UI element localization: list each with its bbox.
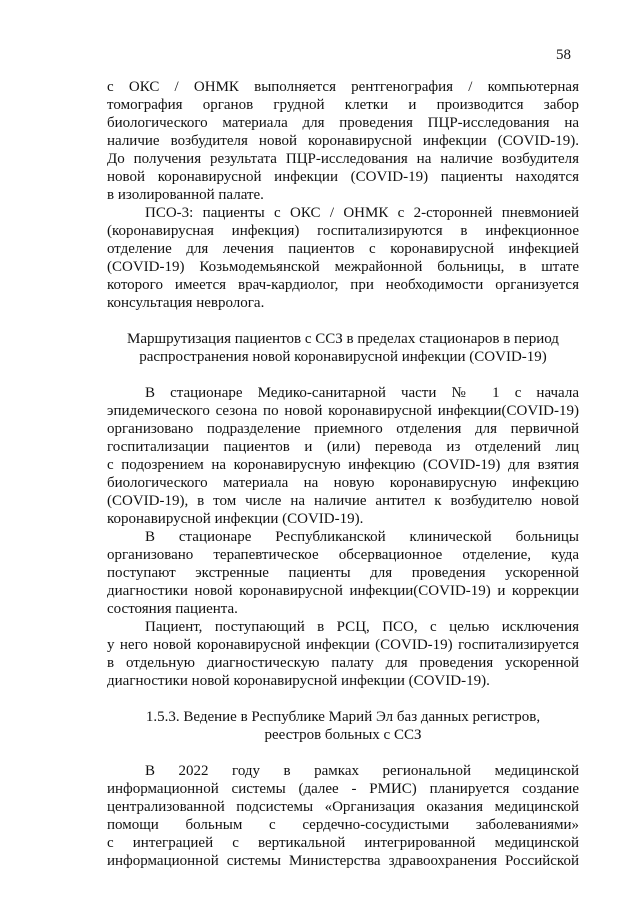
text-line: отделение для лечения пациентов с коронавирусной инфекцией: [107, 241, 579, 257]
text-line: наличие возбудителя новой коронавирусной инфекции (COVID-19).: [107, 133, 579, 149]
text-line: с подозрением на коронавирусную инфекцию (COVID-19) для взятия: [107, 457, 579, 473]
text-line: диагностики новой коронавирусной инфекции (COVID-19).: [107, 673, 490, 689]
paragraph: [107, 384, 579, 528]
text-line: с интеграцией с вертикальной интегрированной медицинской: [107, 835, 579, 851]
text-line: биологического материала на новую коронавирусную инфекцию: [107, 475, 579, 491]
text-line: распространения новой коронавирусной инфекции (COVID-19): [139, 349, 547, 365]
text-line: эпидемического сезона по новой коронавирусной инфекции(COVID-19): [107, 403, 579, 419]
text-line: у него новой коронавирусной инфекции (COVID-19) госпитализируется: [107, 637, 579, 653]
text-line: ПСО-3: пациенты с ОКС / ОНМК с 2-сторонней пневмонией: [145, 205, 579, 221]
paragraph: [107, 78, 579, 204]
text-line: помощи больным с сердечно-сосудистыми заболеваниями»: [107, 817, 579, 833]
section-heading: [107, 330, 579, 366]
text-line: До получения результата ПЦР-исследования на наличие возбудителя: [107, 151, 579, 167]
text-line: диагностики новой коронавирусной инфекции(COVID-19) и коррекции: [107, 583, 579, 599]
text-line: информационной системы Министерства здравоохранения Российской: [107, 853, 579, 869]
text-line: реестров больных с ССЗ: [264, 727, 422, 743]
text-line: с ОКС / ОНМК выполняется рентгенография / компьютерная: [107, 79, 579, 95]
text-line: госпитализации пациентов и (или) перевода из отделений лиц: [107, 439, 579, 455]
paragraph: [107, 762, 579, 870]
text-line: Маршрутизация пациентов с ССЗ в пределах стационаров в период: [127, 331, 559, 347]
text-line: в изолированной палате.: [107, 187, 264, 203]
paragraph-gap: [107, 690, 579, 708]
text-line: Пациент, поступающий в РСЦ, ПСО, с целью исключения: [145, 619, 579, 635]
section-heading: [107, 708, 579, 744]
text-line: централизованной подсистемы «Организация оказания медицинской: [107, 799, 579, 815]
text-line: состояния пациента.: [107, 601, 238, 617]
text-line: томография органов грудной клетки и производится забор: [107, 97, 579, 113]
text-line: коронавирусной инфекции (COVID-19).: [107, 511, 364, 527]
text-line: В стационаре Республиканской клинической больницы: [145, 529, 579, 545]
page-number: 58: [556, 47, 571, 63]
text-line: которого имеется врач-кардиолог, при необходимости организуется: [107, 277, 579, 293]
text-line: новой коронавирусной инфекции (COVID-19) пациенты находятся: [107, 169, 579, 185]
text-line: (COVID-19), в том числе на наличие антител к возбудителю новой: [107, 493, 579, 509]
text-line: организовано подразделение приемного отделения для первичной: [107, 421, 579, 437]
text-line: поступают экстренные пациенты для проведения ускоренной: [107, 565, 579, 581]
paragraph: [107, 618, 579, 690]
paragraph: [107, 204, 579, 312]
text-line: в отдельную диагностическую палату для проведения ускоренной: [107, 655, 579, 671]
text-line: 1.5.3. Ведение в Республике Марий Эл баз данных регистров,: [145, 709, 541, 725]
paragraph-gap: [107, 744, 579, 762]
text-line: (коронавирусная инфекция) госпитализируются в инфекционное: [107, 223, 579, 239]
text-line: В 2022 году в рамках региональной медицинской: [145, 763, 579, 779]
text-line: (COVID-19) Козьмодемьянской межрайонной больницы, в штате: [107, 259, 579, 275]
text-line: консультация невролога.: [107, 295, 265, 311]
document-body: [107, 78, 579, 870]
text-line: В стационаре Медико-санитарной части № 1 с начала: [145, 385, 579, 401]
paragraph-gap: [107, 366, 579, 384]
paragraph-gap: [107, 312, 579, 330]
text-line: биологического материала для проведения ПЦР-исследования на: [107, 115, 579, 131]
text-line: информационной системы (далее - РМИС) планируется создание: [107, 781, 579, 797]
paragraph: [107, 528, 579, 618]
text-line: организовано терапевтическое обсервационное отделение, куда: [107, 547, 579, 563]
